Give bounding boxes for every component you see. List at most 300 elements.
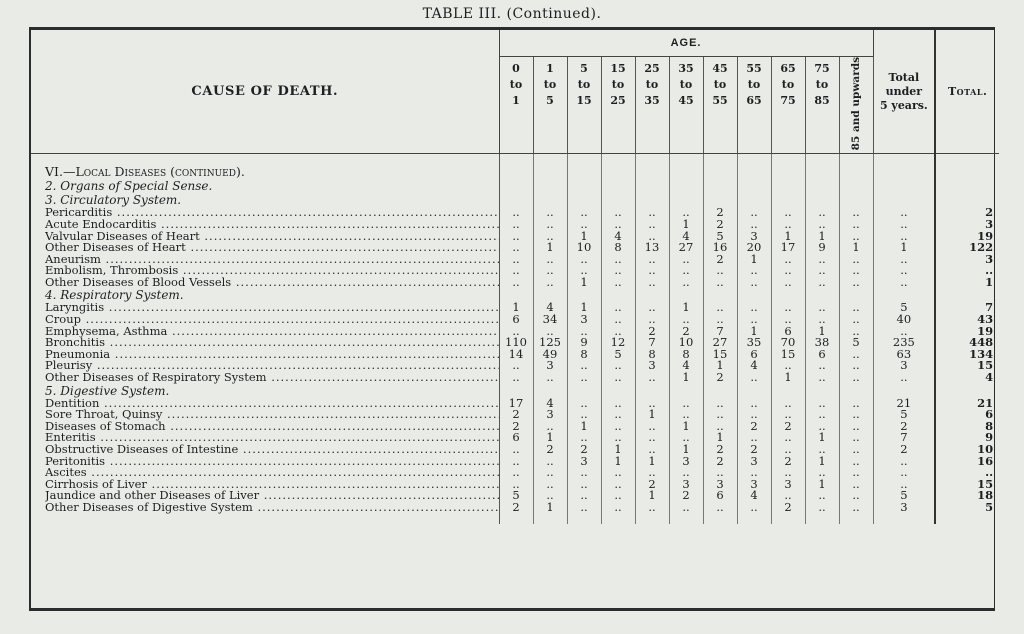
age-range-header: 65 to 75: [771, 57, 805, 154]
age-count-cell: 4: [601, 231, 635, 243]
cause-header: CAUSE OF DEATH.: [31, 30, 499, 154]
age-count-cell: 6: [771, 326, 805, 338]
total-cell: 5: [985, 501, 994, 514]
age-count-cell: ..: [567, 479, 601, 491]
age-count-cell: ..: [737, 302, 771, 314]
age-count-cell: 10: [567, 242, 601, 254]
age-count-cell: ..: [839, 398, 873, 410]
age-count-cell: 3: [771, 479, 805, 491]
under5-cell: ..: [873, 277, 935, 289]
table-row: [31, 337, 999, 349]
age-count-cell: ..: [839, 409, 873, 421]
age-count-cell: ..: [737, 314, 771, 326]
cause-label: Pericarditis .....: [31, 207, 499, 219]
age-count-cell: 17: [771, 242, 805, 254]
age-count-cell: ..: [601, 421, 635, 433]
age-count-cell: ..: [533, 372, 567, 384]
age-count-cell: ..: [771, 302, 805, 314]
age-count-cell: 1: [669, 219, 703, 231]
age-count-cell: ..: [839, 302, 873, 314]
age-count-cell: ..: [839, 219, 873, 231]
age-count-cell: ..: [601, 207, 635, 219]
age-count-cell: 9: [567, 337, 601, 349]
age-count-cell: ..: [635, 277, 669, 289]
cause-label: Ascites .....: [31, 467, 499, 479]
cause-label: Sore Throat, Quinsy .....: [31, 409, 499, 421]
age-count-cell: 2: [533, 444, 567, 456]
age-count-cell: ..: [805, 360, 839, 372]
under5-cell: ..: [873, 265, 935, 277]
age-count-cell: ..: [567, 254, 601, 266]
total-cell: ..: [985, 467, 994, 479]
under5-cell: 3: [873, 502, 935, 514]
table-row: [31, 207, 999, 219]
table-row: [31, 479, 999, 491]
cause-label: Pleurisy .....: [31, 360, 499, 372]
age-count-cell: ..: [635, 219, 669, 231]
age-count-cell: 1: [805, 231, 839, 243]
age-count-cell: 4: [669, 360, 703, 372]
total-cell: 21: [977, 397, 994, 410]
age-range-header: 35 to 45: [669, 57, 703, 154]
age-count-cell: ..: [533, 467, 567, 479]
age-count-cell: ..: [737, 398, 771, 410]
age-count-cell: ..: [805, 254, 839, 266]
age-count-cell: 8: [635, 349, 669, 361]
age-count-cell: ..: [839, 467, 873, 479]
age-count-cell: ..: [839, 314, 873, 326]
age-count-cell: ..: [533, 231, 567, 243]
cause-label: Other Diseases of Digestive System .....: [31, 502, 499, 514]
table-frame: [29, 27, 995, 611]
age-count-cell: ..: [703, 409, 737, 421]
age-count-cell: ..: [703, 467, 737, 479]
age-count-cell: 5: [499, 490, 533, 502]
cause-label: Other Diseases of Heart .....: [31, 242, 499, 254]
total-cell: 8: [985, 420, 994, 433]
age-count-cell: ..: [669, 409, 703, 421]
age-count-cell: 1: [737, 326, 771, 338]
age-count-cell: 1: [567, 302, 601, 314]
under5-cell: ..: [873, 254, 935, 266]
age-count-cell: 2: [669, 490, 703, 502]
table-row: [31, 302, 999, 314]
age-count-cell: 3: [703, 479, 737, 491]
age-range-header: 25 to 35: [635, 57, 669, 154]
age-count-cell: ..: [737, 372, 771, 384]
age-count-cell: ..: [635, 444, 669, 456]
age-count-cell: 3: [533, 360, 567, 372]
age-count-cell: 1: [669, 421, 703, 433]
age-count-cell: ..: [601, 479, 635, 491]
age-count-cell: 2: [703, 456, 737, 468]
age-count-cell: 2: [771, 456, 805, 468]
cause-label: Obstructive Diseases of Intestine .....: [31, 444, 499, 456]
table-row: [31, 265, 999, 277]
age-count-cell: ..: [533, 254, 567, 266]
age-count-cell: ..: [567, 409, 601, 421]
age-count-cell: ..: [601, 372, 635, 384]
age-count-cell: ..: [499, 444, 533, 456]
cause-label: Jaundice and other Diseases of Liver .....: [31, 490, 499, 502]
age-count-cell: ..: [839, 432, 873, 444]
total-cell: 19: [977, 325, 994, 338]
age-count-cell: 1: [703, 432, 737, 444]
age-count-cell: 4: [669, 231, 703, 243]
age-count-cell: ..: [771, 277, 805, 289]
age-count-cell: 2: [499, 421, 533, 433]
age-count-cell: ..: [601, 326, 635, 338]
age-count-cell: ..: [533, 326, 567, 338]
age-count-cell: ..: [567, 372, 601, 384]
age-count-cell: 1: [601, 444, 635, 456]
table-row: [31, 349, 999, 361]
age-count-cell: ..: [635, 207, 669, 219]
age-count-cell: 7: [635, 337, 669, 349]
age-count-cell: 1: [635, 456, 669, 468]
table-row: [31, 254, 999, 266]
age-count-cell: ..: [703, 314, 737, 326]
age-count-cell: ..: [805, 372, 839, 384]
cause-label: Diseases of Stomach .....: [31, 421, 499, 433]
age-count-cell: ..: [669, 277, 703, 289]
table-row: [31, 490, 999, 502]
age-count-cell: 5: [703, 231, 737, 243]
subsection-title: 4. Respiratory System.: [31, 288, 499, 302]
age-count-cell: 5: [839, 337, 873, 349]
under5-cell: 21: [873, 398, 935, 410]
age-count-cell: 1: [499, 302, 533, 314]
total-cell: 2: [985, 207, 994, 219]
age-count-cell: 3: [669, 479, 703, 491]
age-count-cell: 20: [737, 242, 771, 254]
age-count-cell: ..: [737, 502, 771, 514]
under5-cell: ..: [873, 372, 935, 384]
cause-label: Dentition .....: [31, 398, 499, 410]
age-count-cell: 2: [635, 326, 669, 338]
cause-label: Pneumonia .....: [31, 349, 499, 361]
age-count-cell: 3: [737, 456, 771, 468]
table-row: [31, 372, 999, 384]
age-count-cell: 6: [499, 314, 533, 326]
age-count-cell: ..: [669, 502, 703, 514]
under5-cell: 1: [873, 242, 935, 254]
total-cell: 15: [977, 478, 994, 491]
total-cell: 7: [985, 302, 994, 315]
age-count-cell: ..: [771, 219, 805, 231]
age-count-cell: 2: [737, 444, 771, 456]
total-header: Total.: [935, 30, 999, 154]
age-count-cell: ..: [601, 502, 635, 514]
age-count-cell: ..: [499, 242, 533, 254]
age-count-cell: ..: [839, 360, 873, 372]
age-count-cell: 3: [533, 409, 567, 421]
age-count-cell: 1: [703, 360, 737, 372]
age-count-cell: ..: [533, 479, 567, 491]
age-range-header: 75 to 85: [805, 57, 839, 154]
age-count-cell: 6: [737, 349, 771, 361]
age-85-upwards-header: 85 and upwards: [839, 57, 873, 154]
age-count-cell: ..: [805, 277, 839, 289]
total-cell: 9: [985, 432, 994, 444]
age-count-cell: ..: [805, 207, 839, 219]
under5-cell: ..: [873, 207, 935, 219]
age-range-header: 0 to 1: [499, 57, 533, 154]
age-count-cell: ..: [635, 502, 669, 514]
age-count-cell: ..: [805, 490, 839, 502]
total-cell: 122: [969, 242, 994, 254]
age-count-cell: 15: [771, 349, 805, 361]
age-count-cell: ..: [635, 302, 669, 314]
cause-label: Other Diseases of Respiratory System .....: [31, 372, 499, 384]
age-count-cell: ..: [567, 326, 601, 338]
age-count-cell: 34: [533, 314, 567, 326]
age-count-cell: 10: [669, 337, 703, 349]
age-count-cell: ..: [737, 432, 771, 444]
under5-cell: 3: [873, 360, 935, 372]
age-count-cell: 2: [703, 444, 737, 456]
age-count-cell: ..: [703, 398, 737, 410]
age-count-cell: ..: [499, 467, 533, 479]
age-count-cell: 17: [499, 398, 533, 410]
age-count-cell: 3: [737, 479, 771, 491]
age-count-cell: 1: [533, 432, 567, 444]
age-count-cell: ..: [805, 444, 839, 456]
age-count-cell: ..: [499, 372, 533, 384]
under5-cell: 5: [873, 490, 935, 502]
total-cell: 15: [977, 360, 994, 373]
age-count-cell: ..: [771, 409, 805, 421]
cause-label: Peritonitis .....: [31, 456, 499, 468]
age-range-header: 55 to 65: [737, 57, 771, 154]
age-count-cell: ..: [771, 265, 805, 277]
age-count-cell: ..: [533, 277, 567, 289]
age-count-cell: 4: [737, 360, 771, 372]
age-count-cell: ..: [601, 398, 635, 410]
total-cell: ..: [985, 265, 994, 277]
age-count-cell: ..: [669, 314, 703, 326]
age-count-cell: 16: [703, 242, 737, 254]
cause-label: Acute Endocarditis .....: [31, 219, 499, 231]
table-row: [31, 421, 999, 433]
total-cell: 6: [985, 409, 994, 421]
mortality-table: [31, 30, 999, 524]
age-count-cell: 1: [533, 242, 567, 254]
age-count-cell: ..: [771, 490, 805, 502]
age-count-cell: 1: [567, 231, 601, 243]
total-cell: 18: [977, 490, 994, 502]
total-cell: 4: [985, 372, 994, 384]
age-count-cell: ..: [499, 207, 533, 219]
age-count-cell: ..: [839, 265, 873, 277]
age-count-cell: 1: [635, 409, 669, 421]
age-count-cell: 2: [703, 207, 737, 219]
total-cell: 3: [985, 218, 994, 231]
age-count-cell: 4: [737, 490, 771, 502]
under5-cell: 5: [873, 302, 935, 314]
age-count-cell: ..: [839, 456, 873, 468]
age-count-cell: 3: [669, 456, 703, 468]
table-row: [31, 277, 999, 289]
age-count-cell: 1: [533, 502, 567, 514]
total-cell: 448: [969, 337, 994, 349]
age-count-cell: ..: [533, 219, 567, 231]
age-count-cell: 15: [703, 349, 737, 361]
total-cell: 43: [977, 314, 994, 326]
age-count-cell: ..: [533, 421, 567, 433]
age-count-cell: 1: [635, 490, 669, 502]
cause-label: Valvular Diseases of Heart .....: [31, 231, 499, 243]
under5-cell: 7: [873, 432, 935, 444]
under5-cell: 40: [873, 314, 935, 326]
age-count-cell: ..: [635, 314, 669, 326]
age-count-cell: 4: [533, 398, 567, 410]
age-count-cell: ..: [601, 314, 635, 326]
age-count-cell: ..: [771, 444, 805, 456]
subsection-title: 5. Digestive System.: [31, 384, 499, 398]
cause-label: Enteritis .....: [31, 432, 499, 444]
age-count-cell: 1: [669, 372, 703, 384]
age-count-cell: ..: [839, 207, 873, 219]
age-count-cell: ..: [703, 302, 737, 314]
age-count-cell: 2: [703, 219, 737, 231]
age-count-cell: 6: [499, 432, 533, 444]
age-count-cell: ..: [567, 265, 601, 277]
age-count-cell: ..: [839, 479, 873, 491]
age-count-cell: 2: [499, 409, 533, 421]
age-count-cell: ..: [839, 421, 873, 433]
age-count-cell: ..: [635, 467, 669, 479]
age-count-cell: ..: [703, 502, 737, 514]
age-count-cell: ..: [601, 254, 635, 266]
table-title: TABLE III. (Continued).: [422, 6, 602, 22]
total-cell: 1: [985, 276, 994, 289]
under5-cell: 235: [873, 337, 935, 349]
age-count-cell: ..: [805, 265, 839, 277]
total-cell: 3: [985, 253, 994, 266]
age-count-cell: 6: [703, 490, 737, 502]
age-count-cell: ..: [567, 398, 601, 410]
age-count-cell: ..: [839, 490, 873, 502]
age-count-cell: 8: [567, 349, 601, 361]
age-count-cell: 125: [533, 337, 567, 349]
age-count-cell: ..: [771, 432, 805, 444]
age-count-cell: ..: [771, 398, 805, 410]
age-count-cell: ..: [805, 398, 839, 410]
age-count-cell: ..: [669, 398, 703, 410]
subsection-title: 2. Organs of Special Sense.: [31, 179, 499, 193]
age-count-cell: ..: [805, 302, 839, 314]
age-count-cell: 7: [703, 326, 737, 338]
cause-label: Other Diseases of Blood Vessels .....: [31, 277, 499, 289]
age-count-cell: ..: [601, 467, 635, 479]
age-count-cell: ..: [601, 432, 635, 444]
table-row: [31, 432, 999, 444]
age-count-cell: ..: [737, 207, 771, 219]
age-count-cell: ..: [703, 421, 737, 433]
age-count-cell: ..: [737, 409, 771, 421]
age-count-cell: ..: [567, 467, 601, 479]
table-row: [31, 326, 999, 338]
age-count-cell: ..: [567, 360, 601, 372]
age-count-cell: ..: [805, 219, 839, 231]
age-count-cell: ..: [499, 479, 533, 491]
subsection-title: 3. Circulatory System.: [31, 193, 499, 207]
age-count-cell: 8: [601, 242, 635, 254]
age-count-cell: ..: [533, 207, 567, 219]
table-row: [31, 219, 999, 231]
age-count-cell: ..: [839, 254, 873, 266]
cause-label: Embolism, Thrombosis .....: [31, 265, 499, 277]
age-count-cell: ..: [601, 219, 635, 231]
under5-cell: ..: [873, 219, 935, 231]
age-count-cell: 3: [567, 456, 601, 468]
age-count-cell: ..: [737, 219, 771, 231]
age-range-header: 15 to 25: [601, 57, 635, 154]
age-count-cell: ..: [737, 265, 771, 277]
age-count-cell: 2: [567, 444, 601, 456]
cause-label: Cirrhosis of Liver .....: [31, 479, 499, 491]
age-count-cell: ..: [839, 372, 873, 384]
age-count-cell: ..: [771, 254, 805, 266]
under5-cell: ..: [873, 231, 935, 243]
cause-label: Croup .....: [31, 314, 499, 326]
age-count-cell: 2: [703, 254, 737, 266]
under5-cell: 63: [873, 349, 935, 361]
table-row: [31, 231, 999, 243]
age-count-cell: 49: [533, 349, 567, 361]
age-count-cell: 110: [499, 337, 533, 349]
age-count-cell: 2: [771, 502, 805, 514]
age-count-cell: ..: [669, 467, 703, 479]
age-count-cell: ..: [567, 432, 601, 444]
age-count-cell: 14: [499, 349, 533, 361]
age-count-cell: ..: [737, 277, 771, 289]
age-count-cell: 1: [805, 456, 839, 468]
age-count-cell: ..: [601, 409, 635, 421]
age-count-cell: ..: [771, 314, 805, 326]
age-count-cell: ..: [703, 277, 737, 289]
under5-header: Total under 5 years.: [873, 30, 935, 154]
age-count-cell: ..: [533, 456, 567, 468]
total-cell: 134: [969, 348, 994, 361]
age-count-cell: 6: [805, 349, 839, 361]
age-count-cell: ..: [839, 502, 873, 514]
age-count-cell: 1: [601, 456, 635, 468]
age-count-cell: 3: [567, 314, 601, 326]
age-count-cell: ..: [737, 467, 771, 479]
age-count-cell: ..: [635, 231, 669, 243]
age-count-cell: ..: [601, 360, 635, 372]
age-count-cell: ..: [839, 231, 873, 243]
age-count-cell: ..: [669, 254, 703, 266]
age-count-cell: ..: [567, 207, 601, 219]
age-count-cell: ..: [499, 231, 533, 243]
total-cell: 16: [977, 455, 994, 468]
age-count-cell: 8: [669, 349, 703, 361]
under5-cell: 2: [873, 421, 935, 433]
age-count-cell: 1: [771, 372, 805, 384]
age-count-cell: 12: [601, 337, 635, 349]
age-count-cell: 2: [737, 421, 771, 433]
age-count-cell: 1: [669, 302, 703, 314]
under5-cell: ..: [873, 456, 935, 468]
cause-label: Laryngitis .....: [31, 302, 499, 314]
age-count-cell: ..: [805, 467, 839, 479]
age-count-cell: 9: [805, 242, 839, 254]
total-cell: 19: [977, 230, 994, 243]
age-count-cell: ..: [567, 502, 601, 514]
